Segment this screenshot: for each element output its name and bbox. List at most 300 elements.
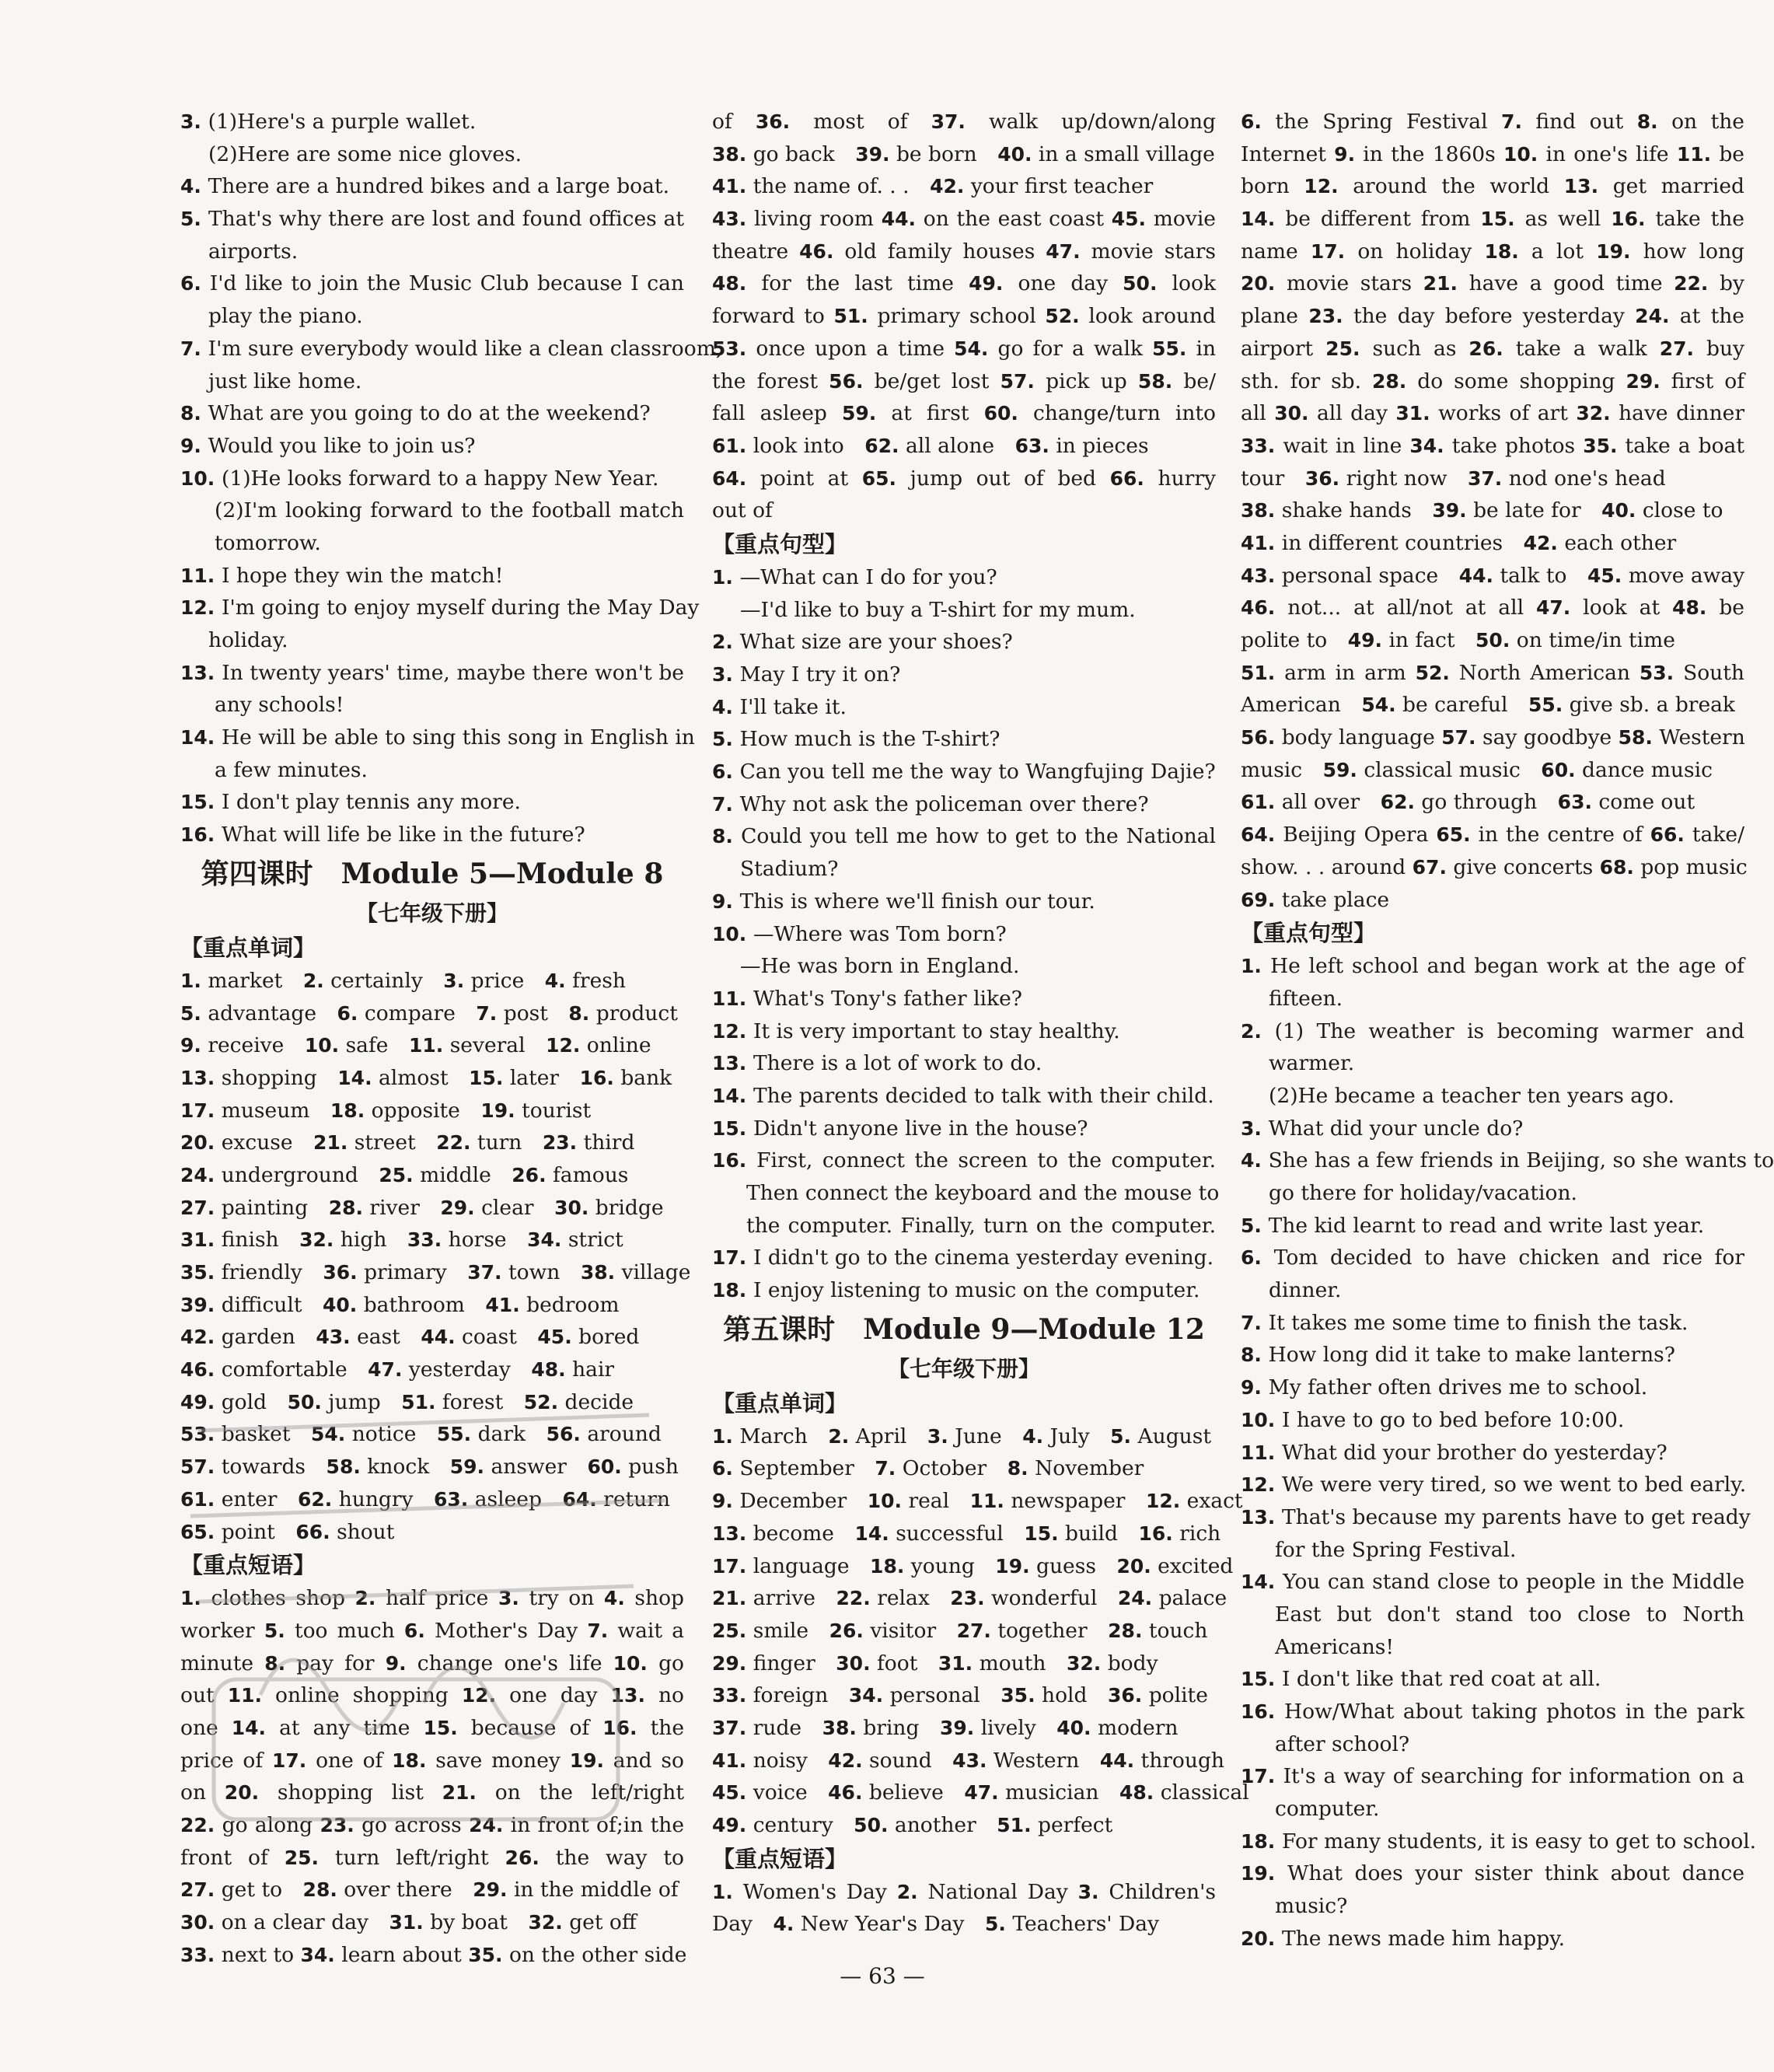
text-line: 46. comfortable 47. yesterday 48. hair [180,1357,615,1382]
section-heading: 【重点句型】 [712,530,848,557]
item-number: 60. [1541,758,1576,781]
text-line: warmer. [1269,1051,1355,1076]
item-number: 22. [836,1587,871,1610]
text-line: fifteen. [1269,986,1343,1011]
item-number: 22. [180,1814,215,1836]
item-number: 44. [1458,564,1494,587]
text-line: 41. noisy 42. sound 43. Western 44. through [712,1748,1224,1773]
text-line: 33. wait in line 34. take photos 35. take a boat [1241,433,1745,458]
text-line [712,918,1216,951]
item-number: 33. [407,1228,442,1252]
item-number: 2. [828,1424,850,1448]
item-number: 18. [330,1099,365,1122]
item-number: 15. [712,1116,753,1140]
item-number: 19. [995,1554,1030,1578]
item-number: 25. [379,1163,414,1186]
item-number: 41. [485,1293,520,1316]
text-line: 29. finger 30. foot 31. mouth 32. body [712,1651,1158,1675]
item-number: 5. [180,208,208,231]
text-line: 65. point 66. shout [180,1519,395,1544]
item-number: 17. [180,1099,215,1122]
text-line [180,106,684,138]
item-number: 30. [836,1651,871,1675]
item-number: 60. [587,1455,622,1479]
item-number: 54. [954,337,989,360]
text-line: Day 4. New Year's Day 5. Teachers' Day [712,1912,1160,1937]
item-number: 48. [1672,596,1707,620]
text-line: East but don't stand too close to North [1275,1602,1744,1627]
text-line: 41. in different countries 42. each other [1241,530,1677,555]
item-number: 38. [822,1716,857,1739]
item-number: 66. [1650,823,1685,847]
text-line: 27. get to 28. over there 29. in the middle of [180,1878,679,1903]
text-line: music? [1275,1894,1348,1919]
item-number: 26. [829,1619,864,1642]
text-line [180,333,723,365]
section-heading: 【重点短语】 [180,1552,316,1579]
item-number: 17. [1310,239,1346,263]
item-number: 62. [297,1487,333,1511]
item-number: 4. [1022,1424,1044,1448]
text-line: born 12. around the world 13. get married [1241,174,1745,199]
item-number: 10. [613,1651,648,1675]
text-line: dinner. [1269,1278,1342,1303]
item-number: 57. [1441,726,1476,749]
item-number: 10. [1241,1408,1282,1431]
item-number: 5. [1110,1424,1132,1448]
page-number: — 63 — [840,1963,925,1989]
item-number: 17. [712,1246,753,1270]
text-line: price of 17. one of 18. save money 19. and so [180,1748,684,1773]
item-number: 50. [1475,629,1510,652]
text-line: 13. shopping 14. almost 15. later 16. bank [180,1065,672,1090]
item-number: 30. [554,1196,589,1219]
item-number: 23. [320,1814,354,1836]
item-number: 1. [712,1880,733,1903]
text-line: 24. underground 25. middle 26. famous [180,1162,629,1187]
item-number: 42. [930,175,965,198]
item-text: (1)He looks forward to a happy New Year. [222,466,659,491]
item-number: 50. [1123,272,1158,295]
item-number: 13. [180,661,222,684]
item-number: 10. [712,922,753,945]
text-line: (2)Here are some nice gloves. [208,142,522,166]
column-left [180,106,723,1971]
text-line [1241,1113,1744,1145]
item-number: 47. [1046,239,1081,263]
item-text: First, connect the screen to the computer. [756,1148,1216,1173]
text-line: 37. rude 38. bring 39. lively 40. modern [712,1715,1179,1740]
item-number: 61. [1241,791,1276,814]
item-number: 16. [602,1716,637,1739]
text-line: 9. December 10. real 11. newspaper 12. exact [712,1489,1243,1514]
text-line: 43. living room 44. on the east coast 45. movie [712,207,1216,232]
text-line: 17. language 18. young 19. guess 20. excited [712,1553,1234,1578]
item-number: 15. [469,1066,504,1089]
item-number: 26. [1468,337,1503,360]
item-number: 8. [1007,1457,1028,1480]
text-line: 57. towards 58. knock 59. answer 60. push [180,1455,679,1480]
item-number: 18. [392,1749,427,1772]
text-line [180,430,684,463]
item-number: 24. [180,1163,215,1186]
text-line: theatre 46. old family houses 47. movie stars [712,239,1217,264]
text-line [712,659,1216,691]
item-number: 54. [310,1423,346,1446]
text-line [712,1274,1216,1307]
column-right [1241,106,1774,1955]
text-line: front of 25. turn left/right 26. the way to [180,1845,684,1870]
item-number: 15. [180,791,222,814]
item-text: The kid learnt to read and write last year. [1268,1213,1705,1238]
item-number: 43. [1241,564,1276,587]
item-number: 11. [408,1034,444,1057]
item-text: What did your brother do yesterday? [1282,1440,1667,1465]
item-number: 8. [180,402,208,425]
item-number: 47. [368,1358,403,1382]
item-number: 7. [875,1457,896,1480]
item-number: 45. [712,1781,747,1805]
item-number: 7. [1501,110,1522,133]
item-number: 2. [354,1587,376,1610]
item-number: 16. [1138,1522,1173,1545]
text-line: 6. September 7. October 8. November [712,1456,1144,1481]
item-text: How much is the T-shirt? [739,727,1000,752]
item-number: 22. [436,1131,471,1155]
text-line: tomorrow. [215,530,321,555]
item-number: 62. [1380,791,1415,814]
item-number: 10. [867,1490,903,1513]
item-number: 13. [712,1522,747,1545]
item-text: The parents decided to talk with their child. [753,1083,1214,1108]
item-number: 64. [1241,823,1276,847]
item-number: 52. [1045,305,1080,328]
item-number: 34. [527,1228,562,1252]
item-number: 59. [449,1455,485,1479]
item-number: 28. [328,1196,363,1219]
item-number: 8. [264,1651,286,1675]
text-line: plane 23. the day before yesterday 24. at the [1241,304,1744,329]
item-number: 58. [1137,369,1173,393]
item-number: 31. [1395,402,1430,425]
text-line: a few minutes. [215,757,368,782]
item-number: 25. [712,1619,747,1642]
item-text: I'm sure everybody would like a clean classroom, [208,336,723,361]
text-line: 20. movie stars 21. have a good time 22. by [1241,271,1744,296]
item-number: 7. [180,337,208,360]
item-number: 4. [1241,1149,1269,1172]
text-line: (2)I'm looking forward to the football match [215,498,684,523]
item-number: 12. [712,1019,753,1043]
item-number: 16. [1241,1700,1284,1723]
item-number: 61. [180,1487,215,1511]
text-line: 61. enter 62. hungry 63. asleep 64. return [180,1487,670,1511]
item-number: 38. [1241,499,1276,522]
item-number: 6. [180,272,210,295]
item-number: 13. [1563,175,1599,198]
item-number: 58. [1618,726,1653,749]
item-number: 16. [712,1149,757,1172]
text-line: tour 36. right now 37. nod one's head [1241,466,1666,491]
text-line: 35. friendly 36. primary 37. town 38. village [180,1260,691,1284]
text-line: of 36. most of 37. walk up/down/along [712,110,1216,134]
grade-label: 【七年级下册】 [887,1355,1040,1382]
item-number: 51. [997,1814,1032,1836]
text-line [712,756,1216,788]
text-line [1241,1339,1744,1371]
text-line: forward to 51. primary school 52. look around [712,304,1216,329]
item-text: I have to go to bed before 10:00. [1282,1407,1625,1432]
item-text: This is where we'll finish our tour. [739,889,1095,914]
item-number: 19. [569,1749,604,1772]
text-line [1241,1826,1757,1858]
text-line: 13. become 14. successful 15. build 16. rich [712,1521,1221,1546]
text-line [1241,1760,1744,1793]
item-text: I enjoy listening to music on the computer. [753,1278,1200,1303]
text-line [180,397,684,430]
item-text: It's a way of searching for information on a [1283,1764,1744,1789]
item-number: 46. [828,1781,863,1805]
item-number: 5. [1241,1214,1269,1237]
text-line [1241,1371,1744,1404]
item-number: 14. [231,1716,267,1739]
item-number: 16. [1611,208,1646,231]
item-text: He left school and began work at the age of [1269,954,1744,979]
item-number: 38. [580,1261,616,1284]
item-number: 36. [1304,466,1340,490]
item-number: 11. [969,1490,1004,1513]
item-number: 45. [537,1326,572,1349]
item-text: My father often drives me to school. [1268,1375,1648,1400]
item-text: You can stand close to people in the Middle [1283,1570,1744,1595]
text-line: 14. be different from 15. as well 16. take the [1241,207,1744,232]
grade-label: 【七年级下册】 [355,900,508,926]
item-number: 14. [180,726,222,749]
item-number: 3. [1241,1116,1269,1140]
item-number: 17. [1241,1765,1283,1788]
item-number: 53. [1639,661,1674,684]
text-line [712,723,1216,756]
text-line: airport 25. such as 26. take a walk 27. buy [1241,336,1744,361]
item-number: 37. [712,1716,747,1739]
item-number: 21. [1423,272,1458,295]
text-line: one 14. at any time 15. because of 16. the [180,1715,685,1740]
item-number: 1. [712,565,740,589]
item-number: 10. [1503,142,1538,166]
section-heading: 【重点单词】 [180,934,316,961]
item-number: 63. [1557,791,1592,814]
item-number: 41. [712,1749,747,1772]
item-number: 24. [1117,1587,1153,1610]
item-number: 35. [468,1943,503,1966]
text-line [1241,1210,1744,1242]
text-line: 17. museum 18. opposite 19. tourist [180,1098,592,1123]
item-number: 5. [264,1619,285,1642]
item-number: 35. [1000,1684,1035,1707]
text-line: on 20. shopping list 21. on the left/right [180,1780,685,1805]
item-text: In twenty years' time, maybe there won't be [222,660,684,685]
item-number: 35. [180,1261,215,1284]
item-number: 68. [1599,855,1634,879]
item-number: 20. [1241,272,1276,295]
item-number: 27. [956,1619,991,1642]
item-number: 12. [1145,1490,1181,1513]
text-line [712,626,1216,659]
item-number: 7. [476,1001,498,1025]
item-number: 15. [1480,208,1515,231]
text-line: 5. advantage 6. compare 7. post 8. product [180,1001,678,1026]
item-number: 47. [1536,596,1571,620]
item-text: I didn't go to the cinema yesterday evening. [753,1246,1214,1270]
item-number: 1. [180,1587,201,1610]
item-number: 63. [1014,434,1049,457]
item-number: 18. [712,1279,753,1302]
item-text: I'm going to enjoy myself during the May Day [222,596,700,620]
item-number: 12. [180,596,222,620]
item-text: Would you like to join us? [208,433,476,458]
text-line [1241,950,1744,983]
item-text: I'd like to join the Music Club because I can [209,271,684,296]
item-number: 14. [1241,208,1276,231]
item-number: 3. [1077,1880,1099,1903]
item-number: 33. [180,1943,215,1966]
text-line: 64. Beijing Opera 65. in the centre of 66. take/ [1241,823,1744,847]
item-number: 40. [1601,499,1636,522]
text-line: airports. [208,239,299,264]
item-number: 57. [1000,369,1035,393]
item-number: 46. [180,1358,215,1382]
item-number: 43. [952,1749,987,1772]
lesson-heading: 第四课时 Module 5—Module 8 [201,857,664,890]
item-number: 15. [1024,1522,1059,1545]
item-text: That's why there are lost and found offices at [208,207,684,232]
item-number: 10. [304,1034,340,1057]
item-text: I'll take it. [739,694,847,719]
item-text: What size are your shoes? [739,630,1013,655]
item-number: 60. [983,402,1018,425]
item-text: That's because my parents have to get ready [1282,1504,1751,1529]
text-line: polite to 49. in fact 50. on time/in time [1241,628,1675,652]
item-number: 15. [423,1716,458,1739]
item-number: 25. [1325,337,1360,360]
item-number: 8. [1636,110,1658,133]
item-number: 2. [896,1880,918,1903]
item-number: 29. [1626,369,1661,393]
section-heading: 【重点句型】 [1241,920,1377,947]
item-number: 64. [562,1487,597,1511]
item-number: 65. [861,466,897,490]
item-number: 19. [480,1099,515,1122]
item-number: 16. [180,823,222,847]
item-number: 11. [1241,1441,1282,1464]
text-line: 53. once upon a time 54. go for a walk 55. in [712,336,1217,361]
item-number: 41. [1241,531,1276,554]
item-number: 26. [505,1846,540,1869]
text-line: 33. foreign 34. personal 35. hold 36. polite [712,1683,1208,1708]
text-line [180,819,684,851]
item-number: 6. [1241,110,1262,133]
item-number: 63. [434,1487,469,1511]
item-number: 37. [467,1261,502,1284]
item-number: 56. [546,1423,581,1446]
item-number: 42. [1523,531,1558,554]
item-number: 27. [1659,337,1694,360]
item-text: (1) The weather is becoming warmer and [1274,1019,1744,1043]
item-text: (1)Here's a purple wallet. [208,110,477,134]
item-number: 20. [224,1781,260,1805]
item-text: Didn't anyone live in the house? [753,1116,1088,1141]
item-number: 64. [712,466,747,490]
item-number: 13. [180,1066,215,1089]
item-text: There is a lot of work to do. [753,1051,1042,1076]
item-number: 14. [1241,1571,1283,1594]
item-number: 43. [316,1326,351,1349]
item-number: 14. [854,1522,889,1545]
item-number: 30. [180,1911,215,1934]
item-number: 12. [546,1034,581,1057]
item-number: 69. [1241,888,1276,911]
item-number: 31. [389,1911,424,1934]
item-number: 5. [712,728,740,751]
text-line [180,170,684,203]
item-number: 28. [302,1878,337,1902]
item-number: 7. [712,792,740,816]
item-text: I don't play tennis any more. [222,790,521,815]
text-line: 38. go back 39. be born 40. in a small village [712,142,1215,166]
text-line: computer. [1275,1797,1380,1822]
text-line: 21. arrive 22. relax 23. wonderful 24. palace [712,1586,1227,1611]
item-number: 45. [1111,208,1147,231]
text-line: 69. take place [1241,887,1390,912]
item-number: 17. [712,1554,747,1578]
item-number: 67. [1412,855,1447,879]
item-number: 5. [985,1913,1006,1936]
item-number: 13. [1241,1505,1282,1529]
item-number: 48. [531,1358,566,1382]
item-number: 2. [302,969,324,992]
text-line [712,820,1216,853]
text-line [180,722,695,754]
text-line: holiday. [208,628,288,652]
item-number: 29. [712,1651,747,1675]
item-number: 2. [712,631,740,654]
item-number: 39. [855,142,890,166]
item-number: 31. [180,1228,215,1252]
item-number: 36. [323,1261,358,1284]
item-number: 52. [1415,661,1450,684]
text-line: 25. smile 26. visitor 27. together 28. touch [712,1618,1208,1643]
item-number: 1. [180,969,201,992]
text-line [712,1015,1216,1048]
item-number: 40. [323,1293,358,1316]
item-number: 62. [864,434,899,457]
item-number: 40. [1056,1716,1091,1739]
item-number: 36. [755,110,791,133]
text-line: 42. garden 43. east 44. coast 45. bored [180,1325,640,1350]
item-number: 7. [1241,1311,1269,1334]
text-line: 41. the name of. . . 42. your first teacher [712,174,1154,199]
text-line: 33. next to 34. learn about 35. on the other side [180,1942,687,1967]
text-line: 61. all over 62. go through 63. come out [1241,790,1695,815]
text-line: 49. gold 50. jump 51. forest 52. decide [180,1389,634,1414]
text-line: —He was born in England. [740,954,1020,979]
item-number: 21. [313,1131,348,1155]
text-line [712,1242,1216,1274]
text-line: 51. arm in arm 52. North American 53. South [1241,660,1744,685]
item-number: 34. [848,1684,884,1707]
item-text: He will be able to sing this song in English in [222,725,695,750]
item-number: 66. [295,1520,330,1543]
